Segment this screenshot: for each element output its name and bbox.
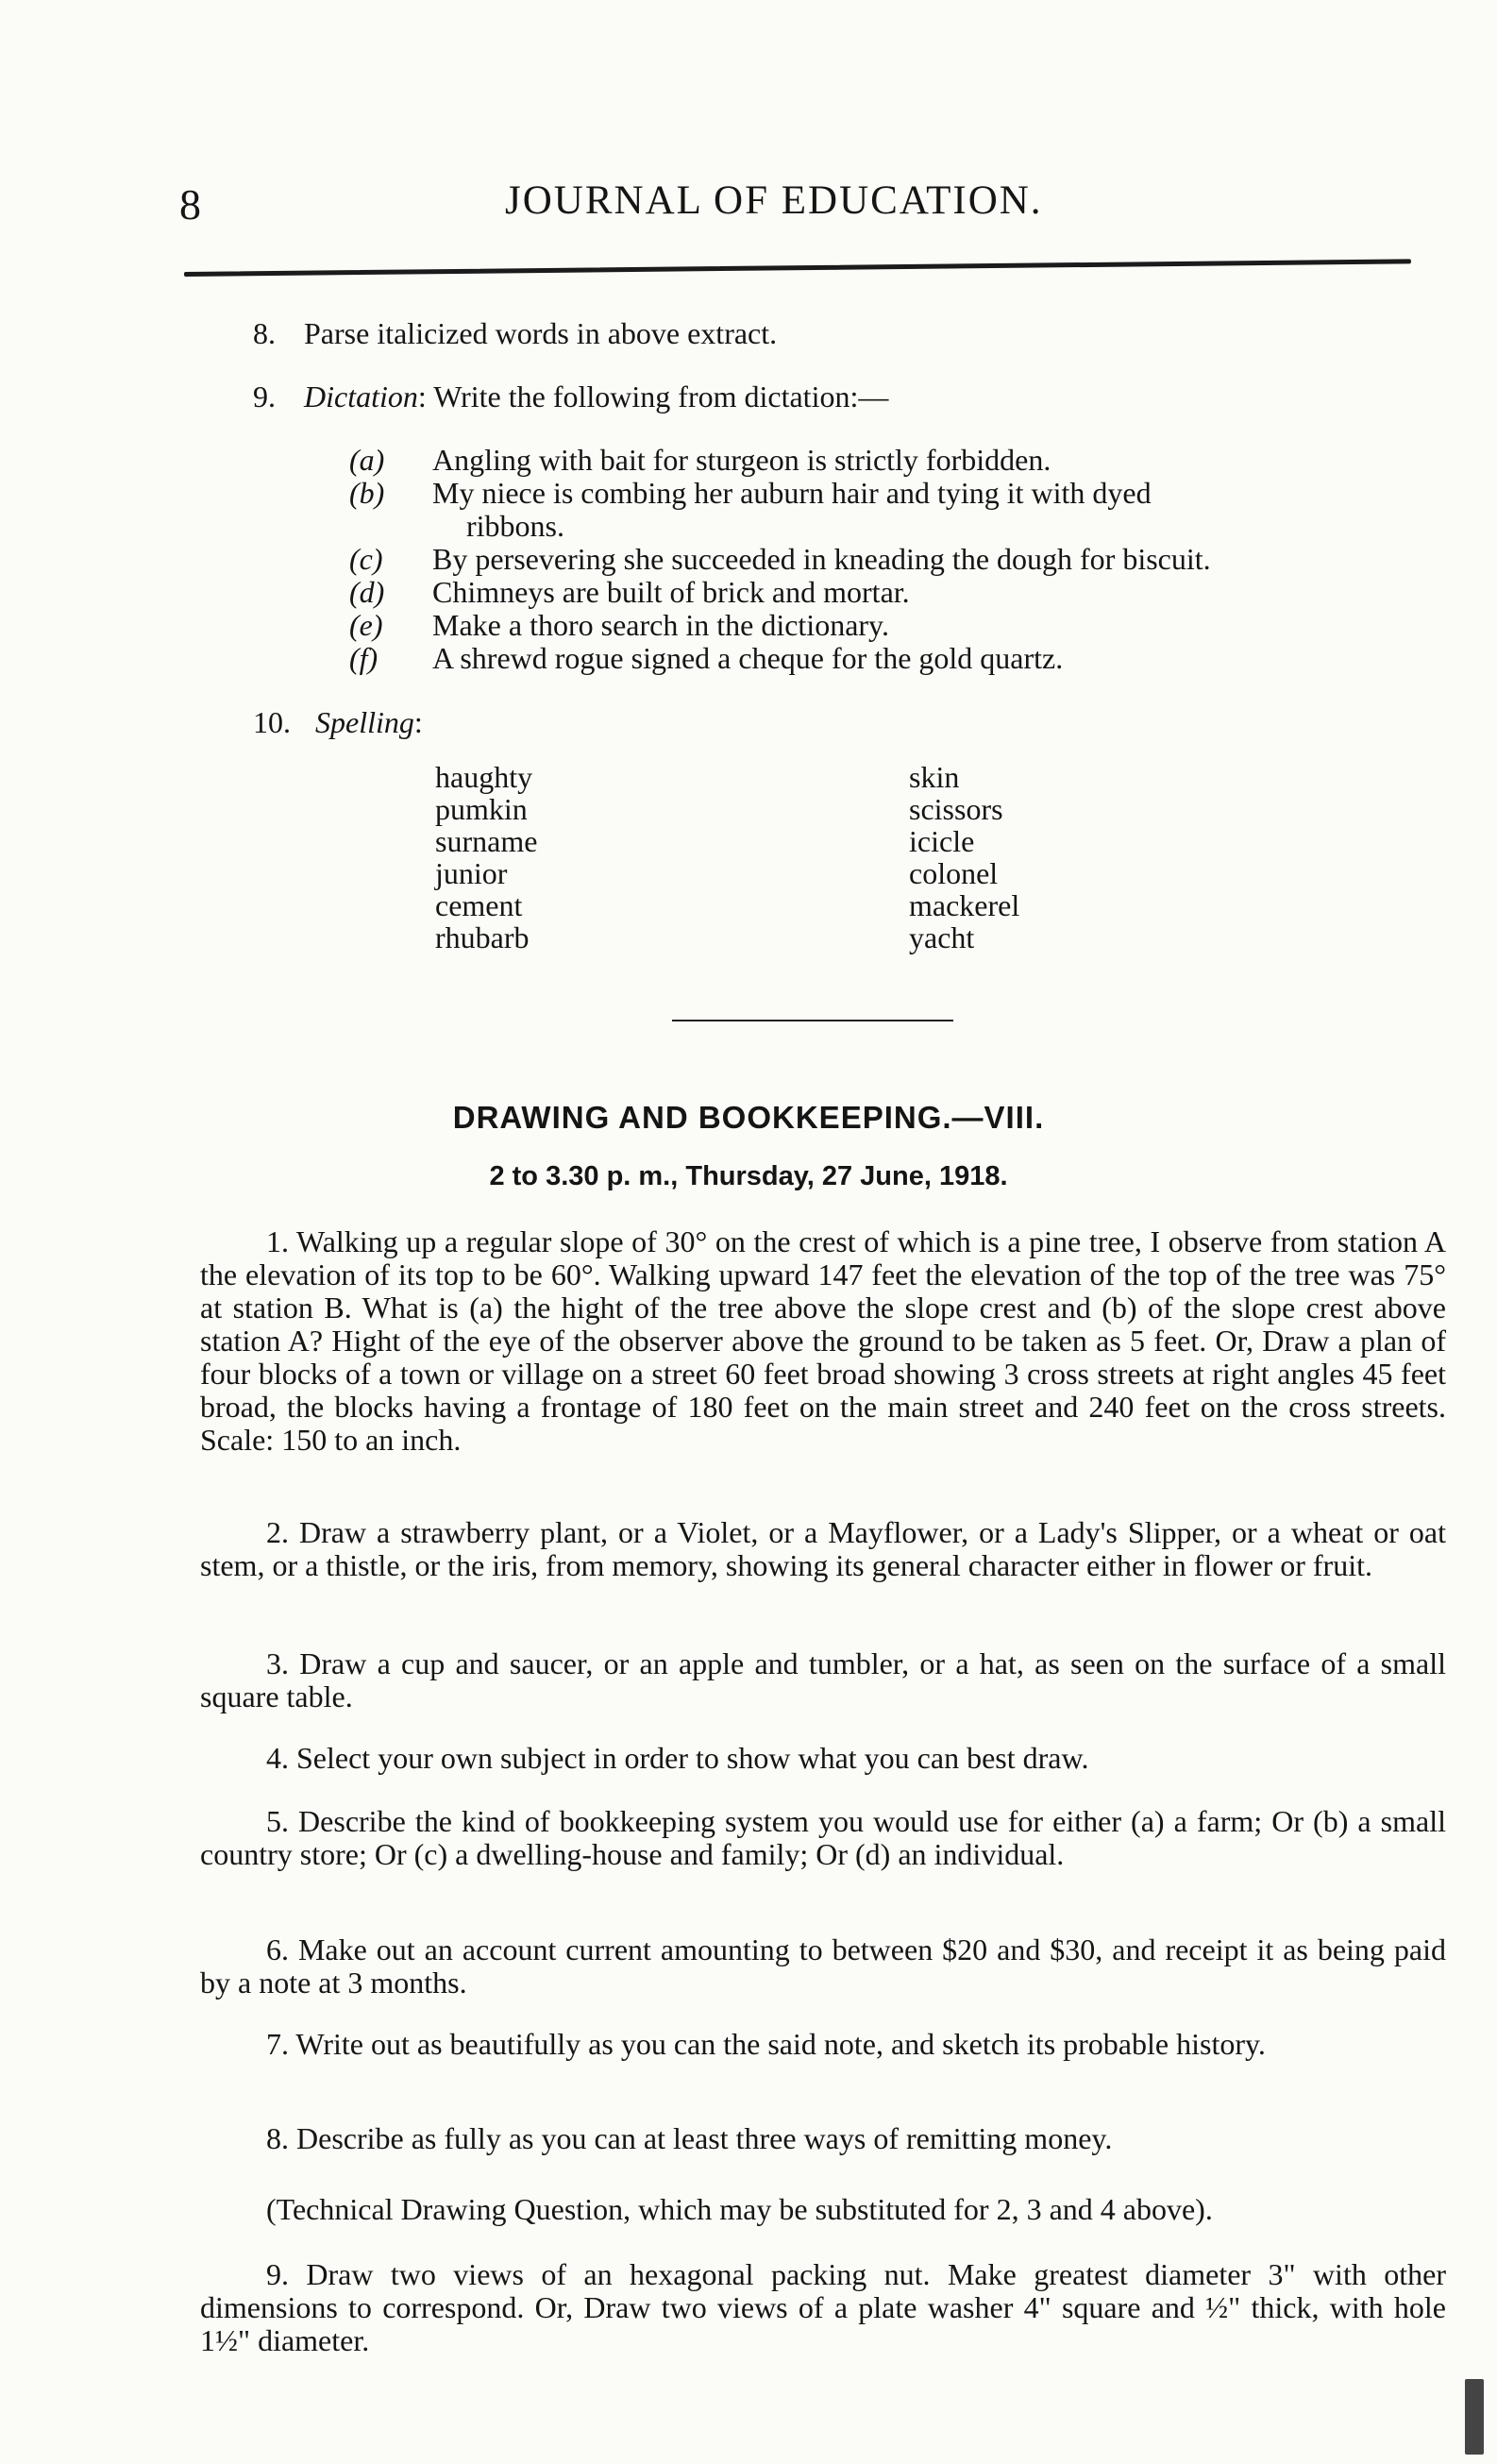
- dictation-label: (f): [349, 641, 378, 675]
- journal-title: JOURNAL OF EDUCATION.: [505, 178, 1043, 223]
- spelling-word: icicle: [909, 824, 975, 858]
- spelling-list-right: [909, 761, 1019, 954]
- paragraph-7: 7. Write out as beautifully as you can the said note, and sketch its probable history.: [266, 2027, 1266, 2061]
- dictation-label: (d): [349, 575, 385, 609]
- question-9-text: : Write the following from dictation:—: [417, 380, 889, 413]
- question-9-number: 9.: [253, 380, 276, 413]
- dictation-item-e: [349, 609, 1444, 642]
- paragraph-8: 8. Describe as fully as you can at least three ways of remitting money.: [266, 2121, 1113, 2155]
- dictation-label: (a): [349, 443, 385, 477]
- spelling-word: scissors: [909, 792, 1003, 826]
- question-9-label: Dictation: [304, 380, 418, 413]
- spelling-word: skin: [909, 760, 960, 794]
- question-10-label: Spelling: [315, 705, 414, 739]
- dictation-text: A shrewd rogue signed a cheque for the gold quartz.: [432, 641, 1064, 675]
- paragraph-5: 5. Describe the kind of bookkeeping system you would use for either (a) a farm; Or (b) a small country store; Or (c) a dwelling-house and family; Or (d) an individual.: [200, 1804, 1446, 1871]
- dictation-item-b-continued: [349, 510, 1444, 543]
- dictation-label: (e): [349, 608, 383, 642]
- spelling-word: junior: [435, 856, 508, 890]
- paragraph-6: 6. Make out an account current amounting to between $20 and $30, and receipt it as being paid by a note at 3 months.: [200, 1932, 1446, 2000]
- dictation-item-f: [349, 642, 1444, 675]
- spelling-word: mackerel: [909, 888, 1020, 922]
- dictation-text: Make a thoro search in the dictionary.: [432, 608, 889, 642]
- scan-edge-mark: [1465, 2379, 1484, 2455]
- dictation-text: ribbons.: [466, 509, 564, 543]
- spelling-word: haughty: [435, 760, 533, 794]
- dictation-item-d: [349, 576, 1444, 609]
- dictation-item-b: [349, 477, 1444, 510]
- question-8-text: Parse italicized words in above extract.: [304, 316, 778, 350]
- dictation-text: By persevering she succeeded in kneading the dough for biscuit.: [432, 542, 1211, 576]
- spelling-word: cement: [435, 888, 523, 922]
- dictation-list: [349, 444, 1444, 675]
- dictation-text: Angling with bait for sturgeon is strictly forbidden.: [432, 443, 1051, 477]
- paragraph-9: 9. Draw two views of an hexagonal packing nut. Make greatest diameter 3" with other dimensions to correspond. Or, Draw two views of a plate washer 4" square and ½" thick, with hole 1½" diameter.: [200, 2257, 1446, 2357]
- question-8: [253, 317, 777, 350]
- spelling-list-left: [435, 761, 537, 954]
- paragraph-2: 2. Draw a strawberry plant, or a Violet, or a Mayflower, or a Lady's Slipper, or a wheat or oat stem, or a thistle, or the iris, from memory, showing its general character either in flower or fruit.: [200, 1515, 1446, 1582]
- page-number: 8: [179, 180, 201, 228]
- section-title: DRAWING AND BOOKKEEPING.—VIII.: [452, 1100, 1045, 1135]
- spelling-word: pumkin: [435, 792, 528, 826]
- spelling-word: yacht: [909, 920, 975, 954]
- paragraph-1: 1. Walking up a regular slope of 30° on the crest of which is a pine tree, I observe from station A the elevation of its top to be 60°. Walking upward 147 feet the elevation of the top of the tree was 75° at station B. What is (a) the hight of the tree above the slope crest and (b) of the slope crest above station A? Hight of the eye of the observer above the ground to be taken as 5 feet. Or, Draw a plan of four blocks of a town or village on a street 60 feet broad showing 3 cross streets at right angles 45 feet broad, the blocks having a frontage of 180 feet on the main street and 240 feet on the cross streets. Scale: 150 to an inch.: [200, 1224, 1446, 1457]
- paragraph-4: 4. Select your own subject in order to show what you can best draw.: [266, 1741, 1089, 1775]
- spelling-word: surname: [435, 824, 538, 858]
- technical-drawing-note: (Technical Drawing Question, which may be substituted for 2, 3 and 4 above).: [266, 2192, 1213, 2226]
- dictation-label: (c): [349, 542, 383, 576]
- question-10-suffix: :: [413, 705, 423, 739]
- question-10: [253, 706, 423, 739]
- section-divider: [672, 1020, 953, 1021]
- dictation-item-a: [349, 444, 1444, 477]
- question-10-number: 10.: [253, 705, 291, 739]
- question-9: [253, 380, 888, 413]
- paragraph-3: 3. Draw a cup and saucer, or an apple and tumbler, or a hat, as seen on the surface of a small square table.: [200, 1646, 1446, 1713]
- dictation-text: Chimneys are built of brick and mortar.: [432, 575, 910, 609]
- section-subtitle: 2 to 3.30 p. m., Thursday, 27 June, 1918.: [489, 1161, 1008, 1191]
- dictation-text: My niece is combing her auburn hair and tying it with dyed: [432, 476, 1152, 510]
- header-rule: [184, 259, 1411, 277]
- spelling-word: colonel: [909, 856, 999, 890]
- dictation-label: (b): [349, 476, 385, 510]
- dictation-item-c: [349, 543, 1444, 576]
- spelling-word: rhubarb: [435, 920, 530, 954]
- question-8-number: 8.: [253, 316, 276, 350]
